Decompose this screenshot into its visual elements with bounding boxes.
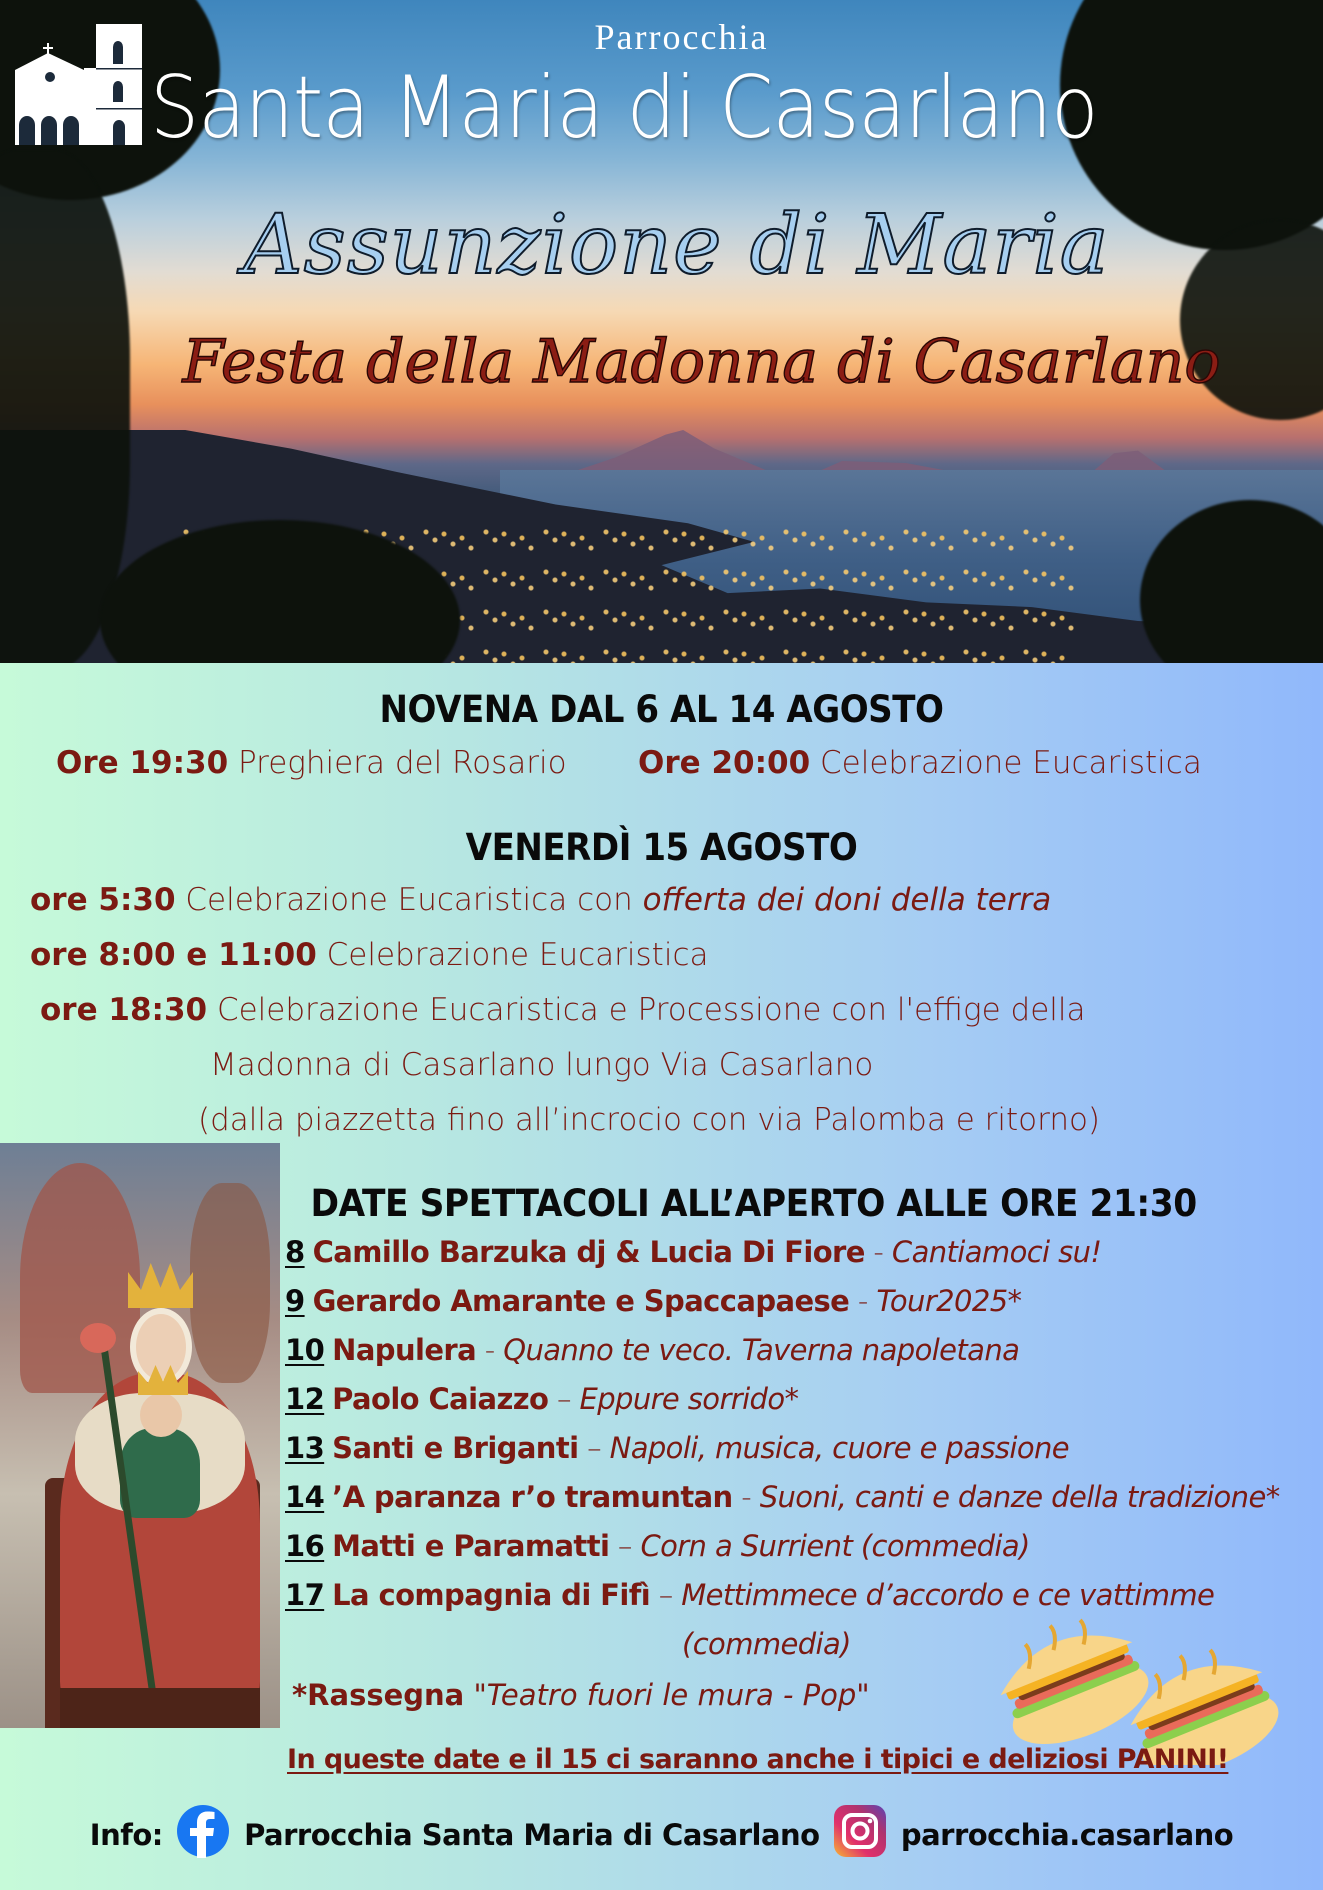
- show-item: [285, 1235, 1101, 1269]
- feast-item: [30, 882, 1051, 918]
- novena-time: Ore 19:30: [56, 745, 229, 781]
- show-performer: ’A paranza r’o tramuntan: [332, 1480, 733, 1514]
- feast-text: Celebrazione Eucaristica: [326, 937, 709, 973]
- parish-label-text: Parrocchia: [594, 17, 769, 57]
- show-title: Mettimmece d’accordo e ce vattimme: [681, 1578, 1215, 1612]
- facebook-icon[interactable]: [176, 1804, 230, 1858]
- show-item: [285, 1382, 798, 1416]
- feast-text-italic: offerta dei doni della terra: [642, 882, 1052, 918]
- feast-item: [40, 992, 1086, 1028]
- show-separator: –: [609, 1529, 641, 1563]
- show-title: Corn a Surrient (commedia): [640, 1529, 1030, 1563]
- feast-text: Celebrazione Eucaristica e Processione con l'effige della: [216, 992, 1086, 1028]
- show-title: Quanno te veco. Taverna napoletana: [503, 1333, 1020, 1367]
- show-separator: -: [849, 1284, 877, 1318]
- feast-heading: VENERDÌ 15 AGOSTO: [465, 826, 858, 869]
- rassegna-note: [292, 1678, 870, 1712]
- show-day: 14: [285, 1480, 325, 1514]
- show-title: Cantiamoci su!: [891, 1235, 1102, 1269]
- child-figure: [120, 1428, 200, 1518]
- novena-text: Preghiera del Rosario: [238, 745, 567, 781]
- show-separator: -: [476, 1333, 504, 1367]
- hero-photo: [0, 0, 1323, 663]
- show-performer: Camillo Barzuka dj & Lucia Di Fiore: [312, 1235, 865, 1269]
- rose: [80, 1323, 116, 1353]
- novena-time: Ore 20:00: [638, 745, 811, 781]
- child-head: [140, 1393, 182, 1437]
- show-day: 17: [285, 1578, 325, 1612]
- show-title: Suoni, canti e danze della tradizione*: [759, 1480, 1280, 1514]
- fresco: [190, 1183, 270, 1383]
- novena-heading: NOVENA DAL 6 AL 14 AGOSTO: [379, 688, 944, 731]
- madonna-statue-photo: [0, 1143, 280, 1728]
- feast-time: ore 5:30: [30, 882, 176, 918]
- show-day: 8: [285, 1235, 305, 1269]
- show-item: [285, 1529, 1030, 1563]
- show-day: 13: [285, 1431, 325, 1465]
- show-day: 10: [285, 1333, 325, 1367]
- info-label: Info:: [89, 1818, 163, 1852]
- rassegna-label: *Rassegna: [292, 1678, 465, 1712]
- instagram-handle-link[interactable]: parrocchia.casarlano: [900, 1818, 1234, 1852]
- show-separator: –: [548, 1382, 580, 1416]
- instagram-icon[interactable]: [833, 1804, 887, 1858]
- show-title: Tour2025*: [876, 1284, 1022, 1318]
- show-item: [285, 1333, 1019, 1367]
- novena-item: [56, 745, 567, 781]
- parish-name: Santa Maria di Casarlano: [150, 58, 1098, 158]
- shows-heading: DATE SPETTACOLI ALL’APERTO ALLE ORE 21:30: [310, 1182, 1197, 1225]
- show-performer: Gerardo Amarante e Spaccapaese: [312, 1284, 850, 1318]
- novena-text: Celebrazione Eucaristica: [820, 745, 1202, 781]
- show-day: 16: [285, 1529, 325, 1563]
- footer-info: [0, 1808, 1323, 1862]
- rassegna-title: "Teatro fuori le mura - Pop": [473, 1678, 870, 1712]
- event-subtitle: Festa della Madonna di Casarlano: [182, 327, 1221, 397]
- panini-note: In queste date e il 15 ci saranno anche i tipici e deliziosi PANINI!: [287, 1744, 1229, 1775]
- fresco: [20, 1163, 140, 1393]
- feast-item: [30, 937, 709, 973]
- feast-time: ore 8:00 e 11:00: [30, 937, 317, 973]
- feast-text: Celebrazione Eucaristica con: [185, 882, 643, 918]
- show-item: [285, 1480, 1280, 1514]
- facebook-page-link[interactable]: Parrocchia Santa Maria di Casarlano: [244, 1818, 820, 1852]
- show-separator: -: [864, 1235, 892, 1269]
- show-item: [285, 1284, 1021, 1318]
- parish-label: [0, 16, 1323, 58]
- event-title: Assunzione di Maria: [243, 198, 1110, 293]
- show-performer: Paolo Caiazzo: [332, 1382, 549, 1416]
- show-day: 9: [285, 1284, 305, 1318]
- show-separator: -: [732, 1480, 760, 1514]
- show-performer: Matti e Paramatti: [332, 1529, 610, 1563]
- show-item: [285, 1578, 1214, 1612]
- show-separator: –: [578, 1431, 610, 1465]
- show-item: [285, 1431, 1069, 1465]
- show-performer: Napulera: [332, 1333, 477, 1367]
- show-title: Napoli, musica, cuore e passione: [609, 1431, 1070, 1465]
- pedestal: [60, 1688, 260, 1728]
- show-title: Eppure sorrido*: [579, 1382, 799, 1416]
- feast-time: ore 18:30: [40, 992, 208, 1028]
- show-title: (commedia): [682, 1627, 851, 1661]
- show-day: 12: [285, 1382, 325, 1416]
- sandwich-icon: [1000, 1615, 1290, 1765]
- show-item-continuation: [682, 1627, 851, 1661]
- show-performer: La compagnia di Fifì: [332, 1578, 651, 1612]
- show-performer: Santi e Briganti: [332, 1431, 579, 1465]
- novena-item: [638, 745, 1202, 781]
- feast-continuation: Madonna di Casarlano lungo Via Casarlano: [210, 1047, 874, 1083]
- feast-continuation: (dalla piazzetta fino all’incrocio con via Palomba e ritorno): [198, 1102, 1101, 1138]
- show-separator: –: [650, 1578, 682, 1612]
